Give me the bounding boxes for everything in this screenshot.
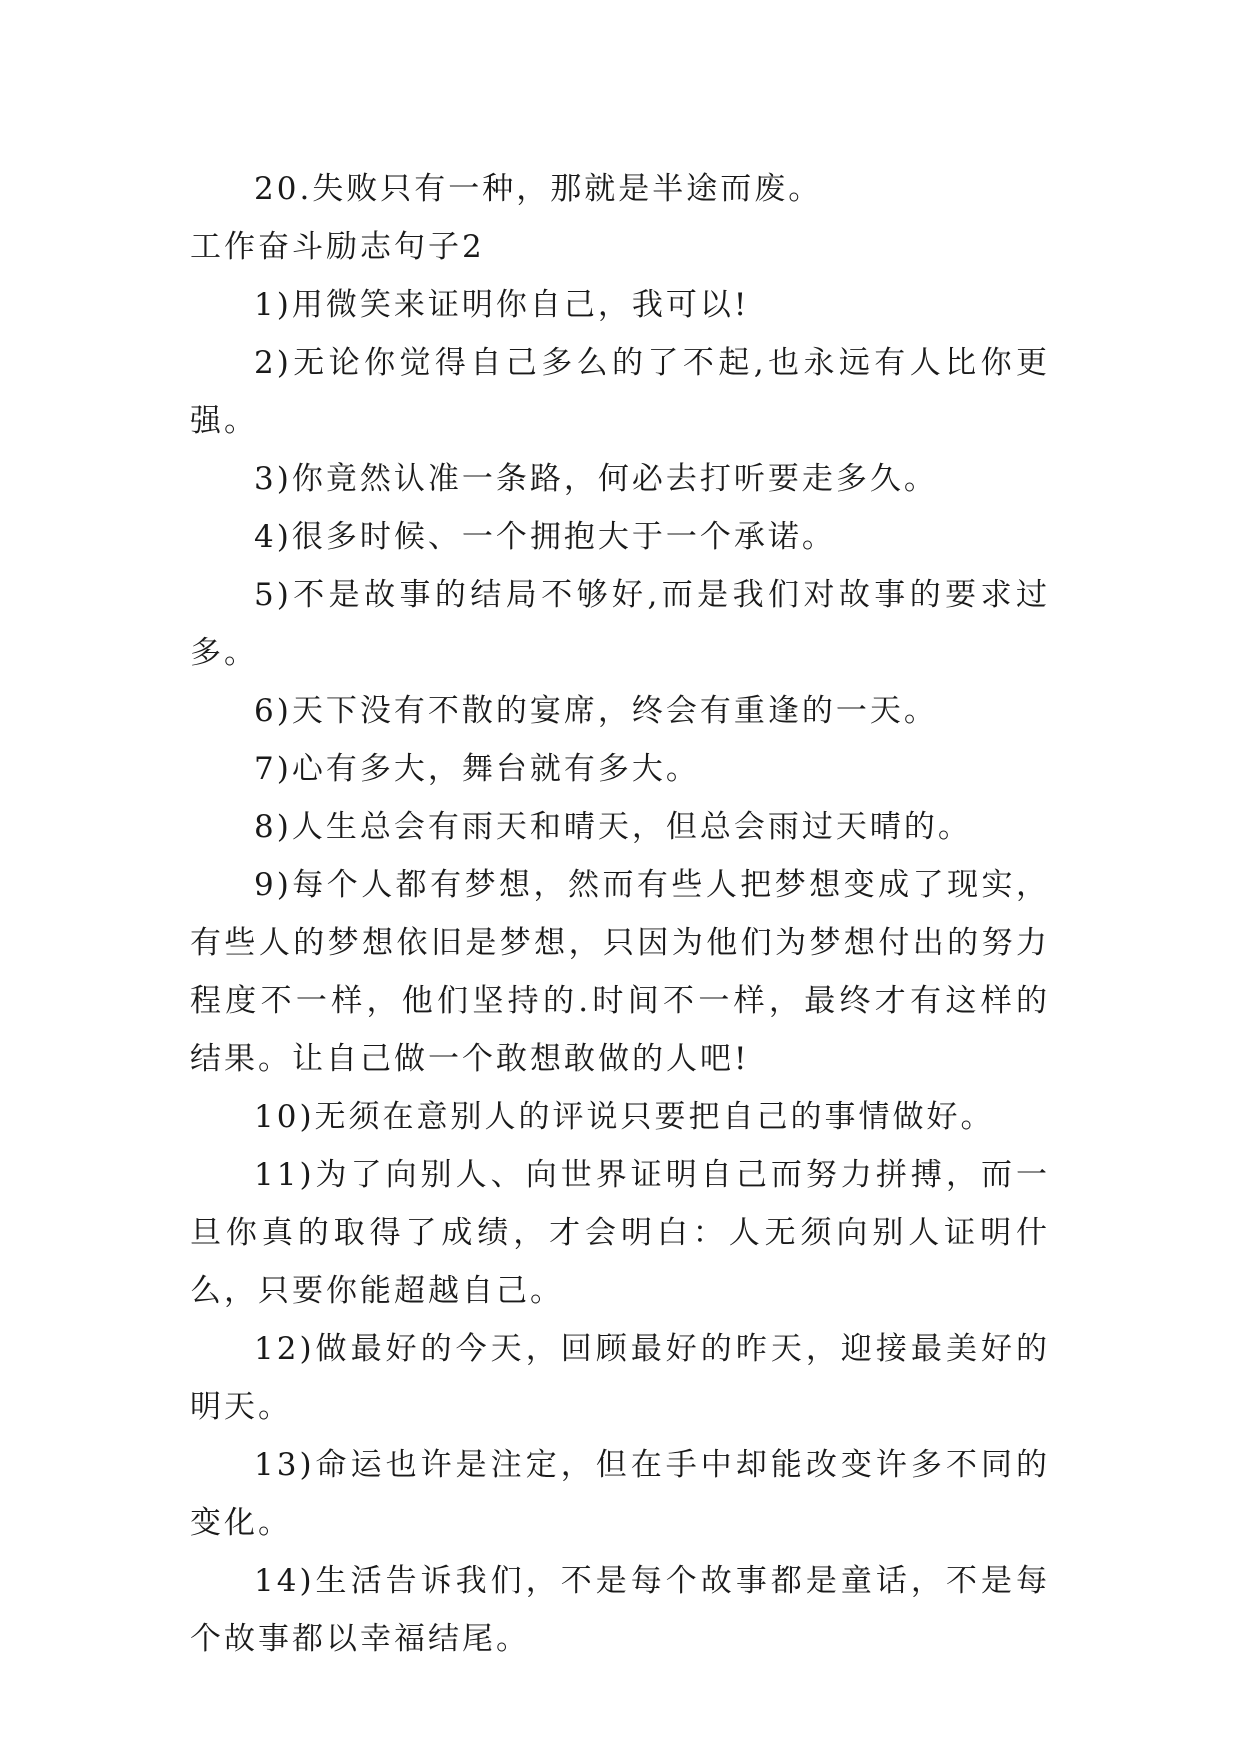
quote-item-2: 2)无论你觉得自己多么的了不起,也永远有人比你更强。 [190,345,1050,439]
quote-item-5: 5)不是故事的结局不够好,而是我们对故事的要求过多。 [190,577,1050,671]
quote-item-13: 13)命运也许是注定，但在手中却能改变许多不同的变化。 [190,1447,1050,1541]
quote-item-11: 11)为了向别人、向世界证明自己而努力拼搏，而一旦你真的取得了成绩，才会明白：人无须向别人证明什么，只要你能超越自己。 [190,1157,1050,1309]
quote-item-9: 9)每个人都有梦想，然而有些人把梦想变成了现实，有些人的梦想依旧是梦想，只因为他们为梦想付出的努力程度不一样，他们坚持的.时间不一样，最终才有这样的结果。让自己做一个敢想敢做的人吧! [190,867,1050,1077]
quote-item-3: 3)你竟然认准一条路，何必去打听要走多久。 [254,461,938,497]
quote-item-20: 20.失败只有一种，那就是半途而废。 [254,171,823,207]
quote-item-10: 10)无须在意别人的评说只要把自己的事情做好。 [254,1099,995,1135]
quote-item-6: 6)天下没有不散的宴席，终会有重逢的一天。 [254,693,938,729]
section-heading: 工作奋斗励志句子2 [190,229,485,265]
quote-item-12: 12)做最好的今天，回顾最好的昨天，迎接最美好的明天。 [190,1331,1050,1425]
quote-item-1: 1)用微笑来证明你自己，我可以! [254,287,750,323]
quote-item-7: 7)心有多大，舞台就有多大。 [254,751,700,787]
document-body [190,160,1050,1668]
quote-item-8: 8)人生总会有雨天和晴天，但总会雨过天晴的。 [254,809,972,845]
quote-item-14: 14)生活告诉我们，不是每个故事都是童话，不是每个故事都以幸福结尾。 [190,1563,1050,1657]
quote-item-4: 4)很多时候、一个拥抱大于一个承诺。 [254,519,836,555]
